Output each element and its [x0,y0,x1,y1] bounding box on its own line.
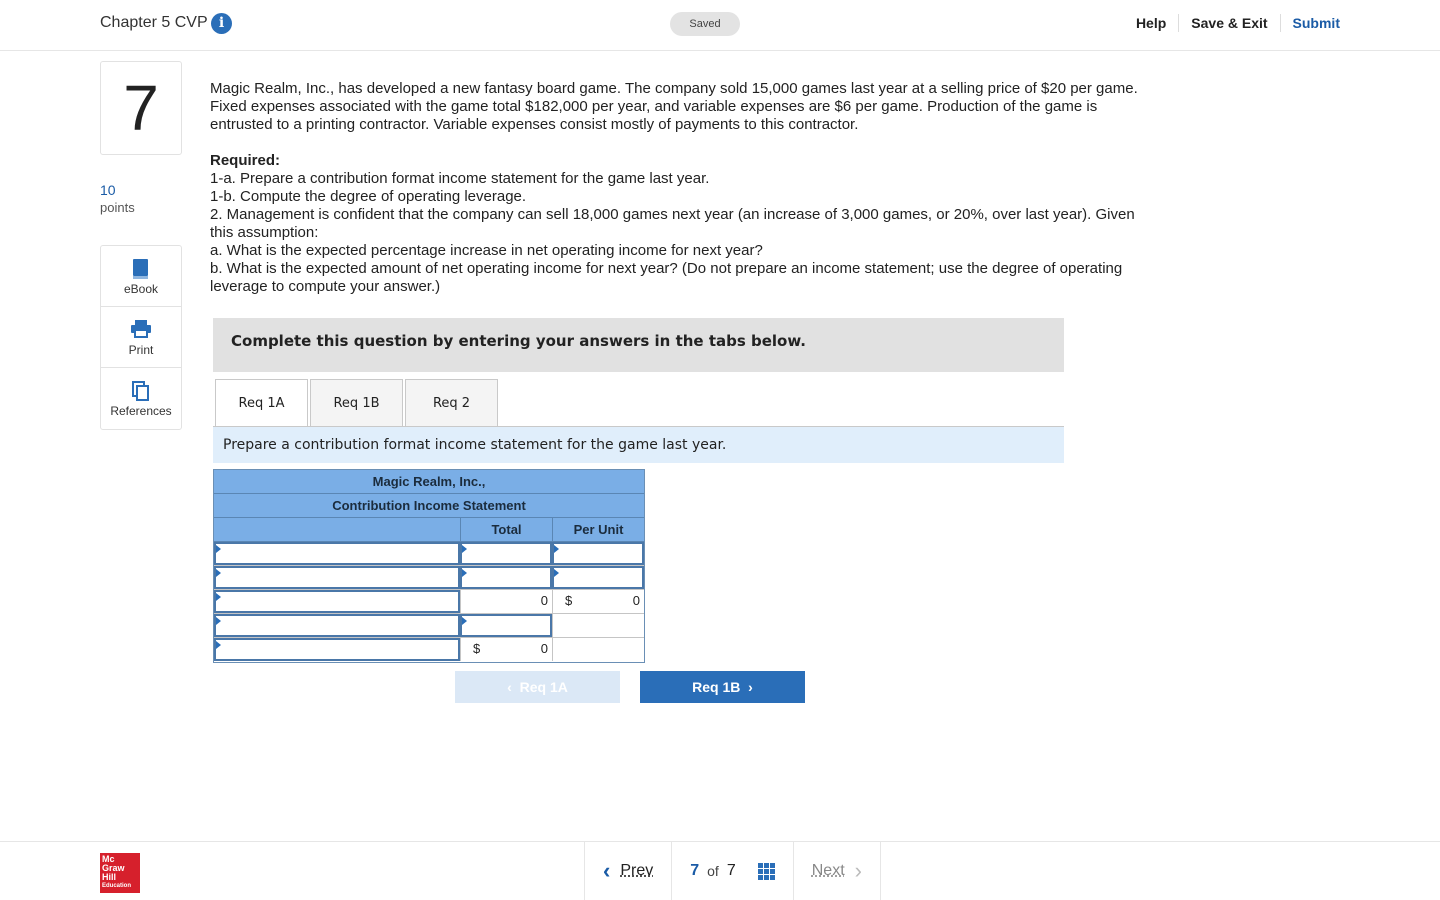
per-unit-computed [552,590,644,613]
prev-label: Prev [620,862,654,879]
tab-req-2[interactable]: Req 2 [405,379,498,427]
current-page: 7 [690,862,700,879]
req-line: b. What is the expected amount of net operating income for next year? (Do not prepare an income statement; use the degree of operating leverage to compute your answer.) [210,260,1123,295]
total-value: 0 [540,593,548,608]
chevron-left-icon: ‹ [603,858,611,883]
question-intro: Magic Realm, Inc., has developed a new fantasy board game. The company sold 15,000 games last year at a selling price of $20 per game. Fixed expenses associated with the game total $182,000 per year, and variable expenses are $6 per game. Production of the game is entrusted to a printing contractor. Variable expenses consist mostly of payments to this contractor. [210,80,1138,133]
ebook-label: eBook [123,282,159,296]
assignment-title: Chapter 5 CVP [100,14,208,31]
label-column-header [214,518,460,541]
prev-req-button[interactable] [455,671,620,703]
req-line: 1-a. Prepare a contribution format income statement for the game last year. [210,170,710,187]
next-req-button[interactable] [640,671,805,703]
req-tabs [215,379,500,427]
req-line: a. What is the expected percentage increase in net operating income for next year? [210,242,763,259]
income-statement-table [213,469,645,663]
saved-status-badge: Saved [670,12,740,36]
total-input[interactable] [460,542,552,565]
statement-title: Contribution Income Statement [214,494,644,518]
top-links [1124,14,1340,32]
printer-icon [101,319,181,341]
logo-line: Graw [102,863,125,873]
print-button[interactable] [101,307,181,368]
copy-icon [101,380,181,402]
per-unit-column-header: Per Unit [552,518,644,541]
total-input[interactable] [460,614,552,637]
req-line: 2. Management is confident that the company can sell 18,000 games next year (an increase of 3,000 games, or 20%, over last year). Given this assumption: [210,206,1135,241]
next-button[interactable] [793,842,880,900]
logo-line: Mc [102,854,115,864]
save-exit-link[interactable]: Save & Exit [1191,15,1268,31]
question-text [210,80,1140,296]
panel-instruction: Prepare a contribution format income statement for the game last year. [213,427,1064,463]
ebook-button[interactable] [101,246,181,307]
footer [0,841,1440,900]
tools-panel [100,245,182,430]
grid-icon[interactable] [758,863,775,880]
per-unit-input[interactable] [552,542,644,565]
total-pages: 7 [726,862,736,879]
print-label: Print [128,343,154,357]
per-unit-empty [552,614,644,637]
column-header-row [214,518,644,542]
prev-req-label: Req 1A [519,679,568,695]
per-unit-empty [552,638,644,661]
logo-line: Education [102,883,132,889]
book-icon [101,258,181,280]
help-link[interactable]: Help [1135,15,1167,31]
logo-line: Hill [102,872,117,882]
submit-link[interactable]: Submit [1292,15,1340,31]
next-label: Next [811,862,845,879]
currency-symbol: $ [473,641,481,656]
row-label-select[interactable] [214,566,460,589]
chevron-right-icon: › [854,858,862,883]
total-value: 0 [540,641,548,656]
page-indicator [671,842,793,900]
references-label: References [110,404,172,418]
currency-symbol: $ [565,593,573,608]
question-number: 7 [100,61,182,155]
row-label-select[interactable] [214,638,460,661]
page-of: of [707,863,719,879]
total-computed [460,590,552,613]
row-label-select[interactable] [214,614,460,637]
publisher-logo [100,853,140,893]
pager [584,842,881,900]
table-row [214,638,644,662]
row-label-select[interactable] [214,542,460,565]
row-label-select[interactable] [214,590,460,613]
points-value: 10 [100,182,116,198]
total-column-header: Total [460,518,552,541]
company-name: Magic Realm, Inc., [214,470,644,494]
tab-req-1a[interactable]: Req 1A [215,379,308,427]
top-bar [0,0,1440,51]
points-label: points [100,200,135,215]
table-row [214,566,644,590]
table-row [214,590,644,614]
next-req-label: Req 1B [692,679,741,695]
tab-req-1b[interactable]: Req 1B [310,379,403,427]
per-unit-input[interactable] [552,566,644,589]
per-unit-value: 0 [632,593,640,608]
required-heading: Required: [210,152,281,169]
table-row [214,542,644,566]
req-line: 1-b. Compute the degree of operating leverage. [210,188,527,205]
instruction-banner: Complete this question by entering your answers in the tabs below. [213,318,1064,372]
table-row [214,614,644,638]
prev-button[interactable] [585,842,671,900]
references-button[interactable] [101,368,181,429]
chevron-right-icon: › [740,679,753,695]
info-icon[interactable]: i [211,13,232,34]
total-computed [460,638,552,661]
chevron-left-icon: ‹ [507,679,520,695]
total-input[interactable] [460,566,552,589]
